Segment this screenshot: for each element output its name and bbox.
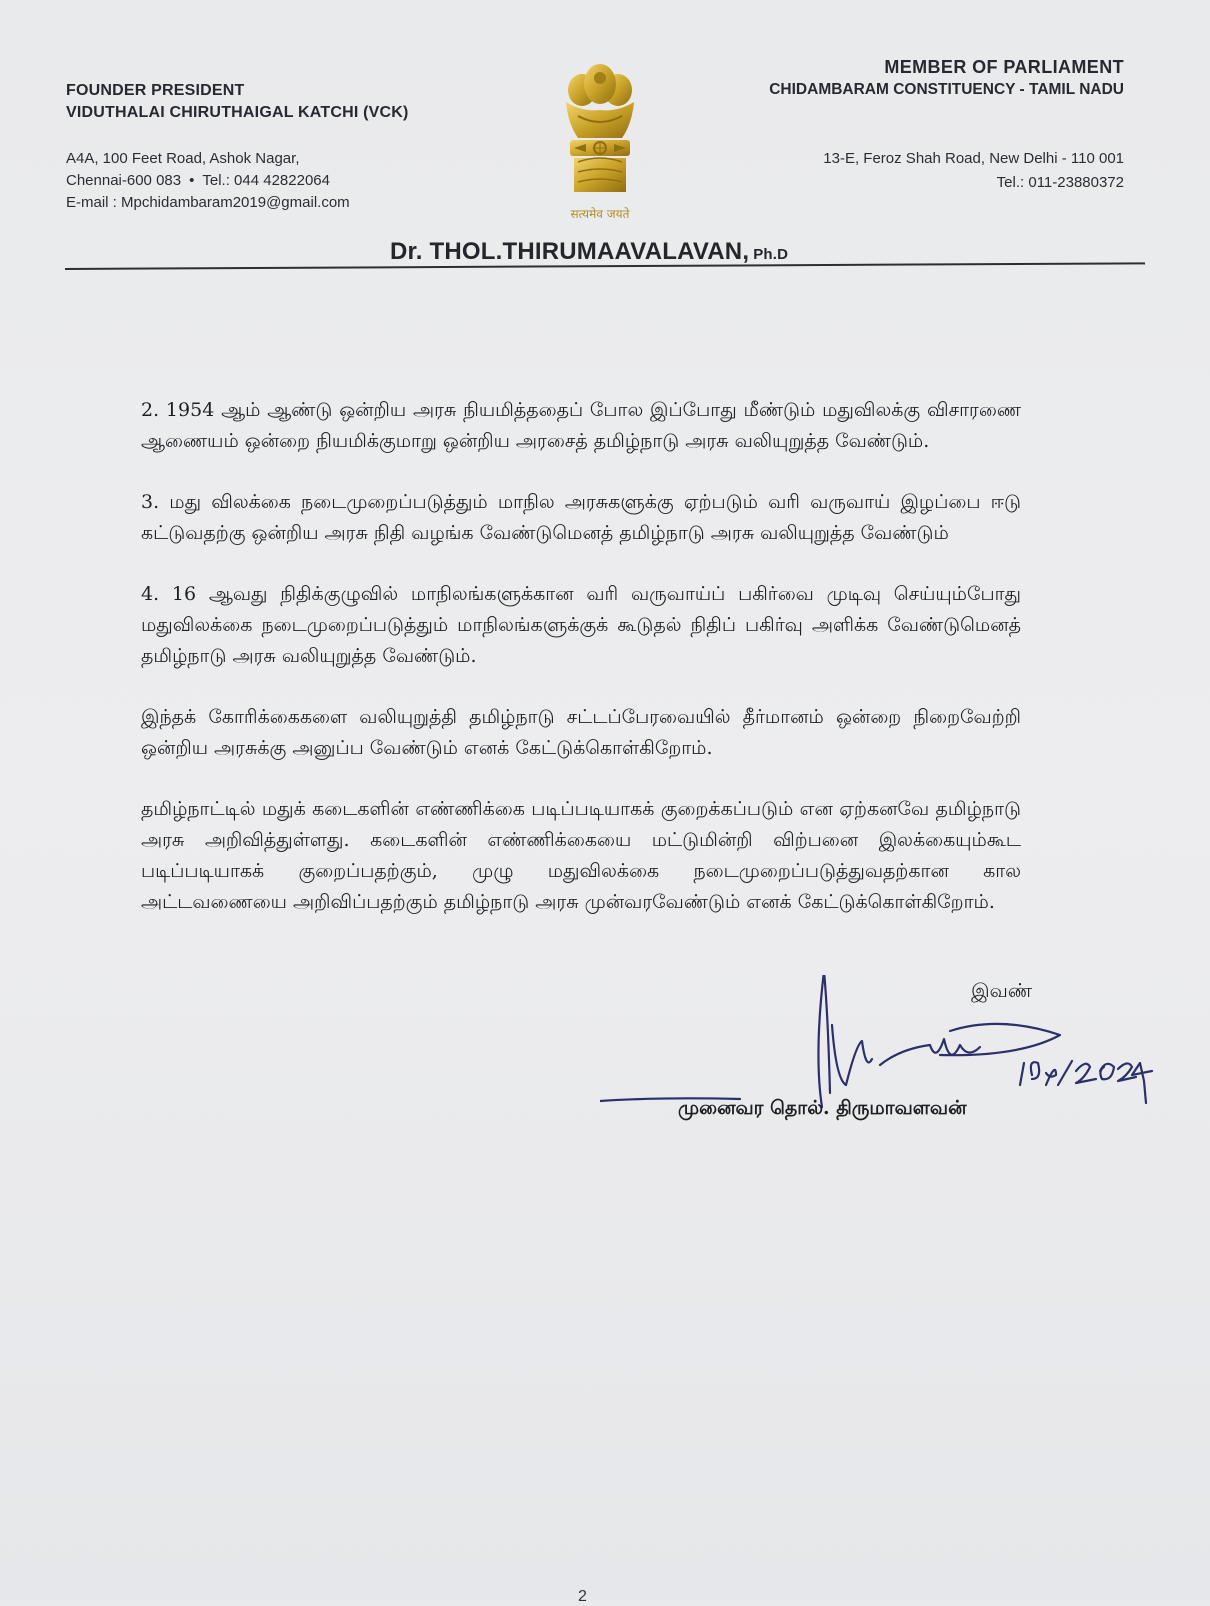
signer-name: முனைவர தொல். திருமாவளவன்	[678, 1097, 967, 1119]
right-address	[744, 147, 1124, 195]
page-number: 2	[578, 1588, 587, 1605]
paragraph-point-3: 3. மது விலக்கை நடைமுறைப்படுத்தும் மாநில அரசுகளுக்கு ஏற்படும் வரி வருவாய் இழப்பை ஈடு கட்டுவதற்கு ஒன்றிய அரசு நிதி வழங்க வேண்டுமெனத் தமிழ்நாடு அரசு வலியுறுத்த வேண்டும்	[141, 491, 1021, 544]
role-line-2: VIDUTHALAI CHIRUTHAIGAL KATCHI (VCK)	[66, 104, 409, 121]
left-telephone: Tel.: 044 42822064	[202, 172, 330, 189]
right-telephone: Tel.: 011-23880372	[996, 174, 1124, 191]
member-of-parliament-title: MEMBER OF PARLIAMENT	[884, 57, 1124, 77]
letterhead-name	[390, 238, 788, 266]
name-suffix: Ph.D	[753, 246, 789, 263]
left-address	[66, 148, 426, 214]
right-address-line-1: 13-E, Feroz Shah Road, New Delhi - 110 001	[823, 150, 1124, 167]
paragraph-point-4: 4. 16 ஆவது நிதிக்குழுவில் மாநிலங்களுக்கான வரி வருவாய்ப் பகிர்வை முடிவு செய்யும்போது மதுவிலக்கை நடைமுறைப்படுத்தும் மாநிலங்களுக்குக் கூடுதல் நிதிப் பகிர்வு அளிக்க வேண்டுமெனத் தமிழ்நாடு அரசு வலியுறுத்த வேண்டும்.	[141, 583, 1021, 667]
constituency-line: CHIDAMBARAM CONSTITUENCY - TAMIL NADU	[769, 81, 1124, 98]
emblem-motto: सत्यमेव जयते	[570, 207, 630, 221]
paragraph-point-2: 2. 1954 ஆம் ஆண்டு ஒன்றிய அரசு நியமித்ததைப் போல இப்போது மீண்டும் மதுவிலக்கு விசாரணை ஆணையம் ஒன்றை நியமிக்குமாறு ஒன்றிய அரசைத் தமிழ்நாடு அரசு வலியுறுத்த வேண்டும்.	[141, 399, 1021, 452]
left-address-line-1: A4A, 100 Feet Road, Ashok Nagar,	[66, 150, 300, 167]
bullet-separator: •	[189, 172, 195, 189]
letter-body	[141, 395, 1021, 948]
role-line-1: FOUNDER PRESIDENT	[66, 82, 245, 99]
email-line: E-mail : Mpchidambaram2019@gmail.com	[66, 194, 350, 211]
paragraph-shop-reduction: தமிழ்நாட்டில் மதுக் கடைகளின் எண்ணிக்கை படிப்படியாகக் குறைக்கப்படும் என ஏற்கனவே தமிழ்நாடு அரசு அறிவித்துள்ளது. கடைகளின் எண்ணிக்கையை மட்டுமின்றி விற்பனை இலக்கையும்கூட படிப்படியாகக் குறைப்பதற்கும், முழு மதுவிலக்கை நடைமுறைப்படுத்துவதற்கான கால அட்டவணையை அறிவிப்பதற்கும் தமிழ்நாடு அரசு முன்வரவேண்டும் எனக் கேட்டுக்கொள்கிறோம்.	[141, 798, 1021, 913]
left-address-line-2	[66, 170, 426, 192]
letterhead-left	[66, 80, 426, 214]
paragraph-resolution-request: இந்தக் கோரிக்கைகளை வலியுறுத்தி தமிழ்நாடு சட்டப்பேரவையில் தீர்மானம் ஒன்றை நிறைவேற்றி ஒன்றிய அரசுக்கு அனுப்ப வேண்டும் எனக் கேட்டுக்கொள்கிறோம்.	[141, 706, 1021, 759]
left-city: Chennai-600 083	[66, 172, 182, 189]
name-text: Dr. THOL.THIRUMAAVALAVAN,	[390, 238, 750, 265]
state-emblem-icon	[548, 58, 652, 228]
letterhead-right	[744, 55, 1124, 195]
closing-salutation: இவண்	[971, 980, 1032, 1002]
